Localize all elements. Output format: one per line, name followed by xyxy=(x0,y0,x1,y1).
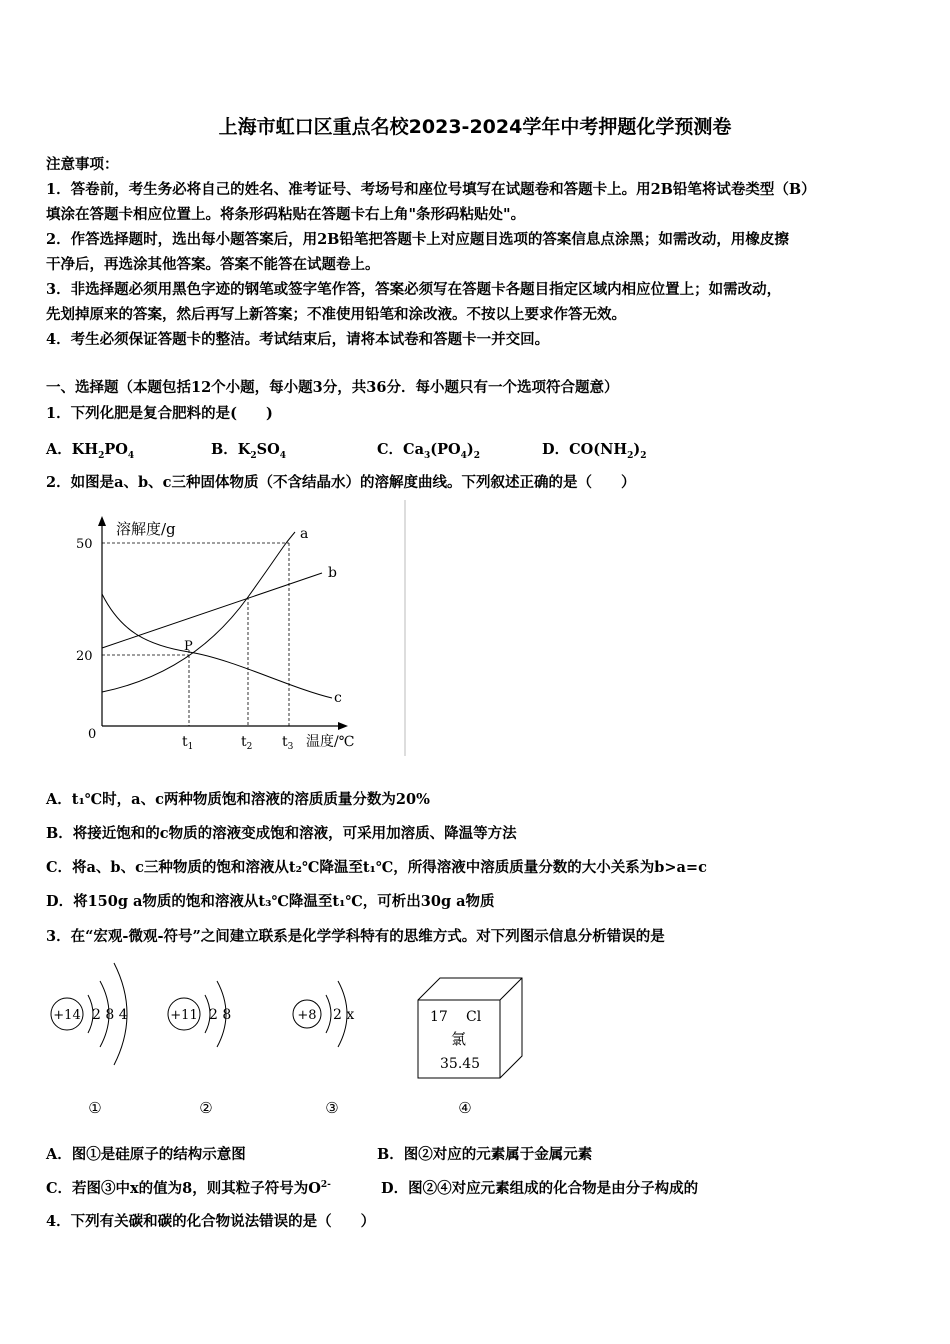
q1-option-c: C．$Ca_3(PO_4)_2$ xyxy=(377,441,481,461)
page-title: 上海市虹口区重点名校2023-2024学年中考押题化学预测卷 xyxy=(218,116,732,138)
q3-option-b: B．图②对应的元素属于金属元素 xyxy=(377,1146,593,1163)
curve-a-label: a xyxy=(300,526,309,542)
notice-heading: 注意事项： xyxy=(46,156,119,173)
q1-option-d: D．$CO(NH_2)_2$ xyxy=(542,441,647,461)
svg-text:+14: +14 xyxy=(53,1008,81,1023)
svg-text:Cl: Cl xyxy=(466,1009,482,1025)
svg-text:氯: 氯 xyxy=(451,1030,467,1048)
notice-line: 3．非选择题必须用黑色字迹的钢笔或签字笔作答，答案必须写在答题卡各题目指定区域内相应位置上；如需改动， xyxy=(46,281,782,298)
atom-1-diagram xyxy=(51,963,128,1065)
question-4-stem: 4．下列有关碳和碳的化合物说法错误的是（ ） xyxy=(46,1213,376,1230)
q3-option-a: A．图①是硅原子的结构示意图 xyxy=(46,1146,246,1163)
atom-2-diagram xyxy=(168,981,231,1047)
q2-option-a: A．t₁℃时，a、c两种物质饱和溶液的溶质质量分数为20% xyxy=(46,791,430,808)
q3-option-c: C．若图③中x的值为8，则其粒子符号为$O^{2-}$ xyxy=(46,1180,331,1197)
y-axis-arrow xyxy=(98,516,106,526)
q2-option-c: C．将a、b、c三种物质的饱和溶液从t₂℃降温至t₁℃，所得溶液中溶质质量分数的大小关系为b>a=c xyxy=(46,859,707,876)
svg-text:+8: +8 xyxy=(297,1008,317,1023)
question-2-stem: 2．如图是a、b、c三种固体物质（不含结晶水）的溶解度曲线。下列叙述正确的是（ ） xyxy=(46,474,636,491)
svg-text:2 x: 2 x xyxy=(333,1007,355,1023)
notice-line: 4．考生必须保证答题卡的整洁。考试结束后，请将本试卷和答题卡一并交回。 xyxy=(46,331,550,348)
point-p-label: P xyxy=(184,639,193,654)
section-heading: 一、选择题（本题包括12个小题，每小题3分，共36分．每小题只有一个选项符合题意） xyxy=(46,379,619,396)
element-cell-chlorine xyxy=(418,978,522,1078)
svg-text:35.45: 35.45 xyxy=(440,1056,481,1072)
notice-line: 2．作答选择题时，选出每小题答案后，用2B铅笔把答题卡上对应题目选项的答案信息点涂黑；如需改动，用橡皮擦 xyxy=(46,231,789,248)
q2-option-b: B．将接近饱和的c物质的溶液变成饱和溶液，可采用加溶质、降温等方法 xyxy=(46,825,517,842)
x-tick-t2: $t_2$ xyxy=(241,734,253,752)
x-tick-t1: $t_1$ xyxy=(182,734,194,752)
element-label: ④ xyxy=(458,1099,472,1117)
svg-text:17: 17 xyxy=(430,1009,448,1025)
curve-c-label: c xyxy=(334,690,342,706)
atom-3-diagram xyxy=(293,981,354,1047)
q1-option-b: B．$K_2SO_4$ xyxy=(211,441,286,461)
question-3-stem: 3．在“宏观-微观-符号”之间建立联系是化学学科特有的思维方式。对下列图示信息分析错误的是 xyxy=(46,928,665,945)
atom-2-label: ② xyxy=(199,1099,213,1117)
atom-1-label: ① xyxy=(88,1099,102,1117)
curve-a xyxy=(102,532,295,692)
curve-b-label: b xyxy=(328,565,337,581)
solubility-chart xyxy=(70,500,410,760)
notice-line: 填涂在答题卡相应位置上。将条形码粘贴在答题卡右上角"条形码粘贴处"。 xyxy=(46,206,526,223)
svg-text:+11: +11 xyxy=(170,1008,198,1023)
origin-label: 0 xyxy=(88,727,97,742)
y-axis-label: 溶解度/g xyxy=(116,520,176,538)
atom-diagrams xyxy=(40,955,540,1125)
q3-option-d: D．图②④对应元素组成的化合物是由分子构成的 xyxy=(381,1180,699,1197)
q1-option-a: A．$KH_2PO_4$ xyxy=(46,441,135,461)
svg-text:2 8 4: 2 8 4 xyxy=(92,1007,128,1023)
notice-line: 先划掉原来的答案，然后再写上新答案；不准使用铅笔和涂改液。不按以上要求作答无效。 xyxy=(46,306,626,323)
x-axis-arrow xyxy=(338,722,348,730)
y-tick-50: 50 xyxy=(76,537,93,552)
svg-text:2 8: 2 8 xyxy=(209,1007,232,1023)
notice-line: 1．答卷前，考生务必将自己的姓名、准考证号、考场号和座位号填写在试题卷和答题卡上。用2B铅笔将试卷类型（B） xyxy=(46,181,816,198)
q2-option-d: D．将150g a物质的饱和溶液从t₃℃降温至t₁℃，可析出30g a物质 xyxy=(46,893,495,910)
x-tick-t3: $t_3$ xyxy=(282,734,294,752)
x-axis-label: 温度/℃ xyxy=(306,734,355,750)
question-1-stem: 1．下列化肥是复合肥料的是( ) xyxy=(46,405,273,422)
atom-3-label: ③ xyxy=(325,1099,339,1117)
y-tick-20: 20 xyxy=(76,649,93,664)
notice-line: 干净后，再选涂其他答案。答案不能答在试题卷上。 xyxy=(46,256,380,273)
